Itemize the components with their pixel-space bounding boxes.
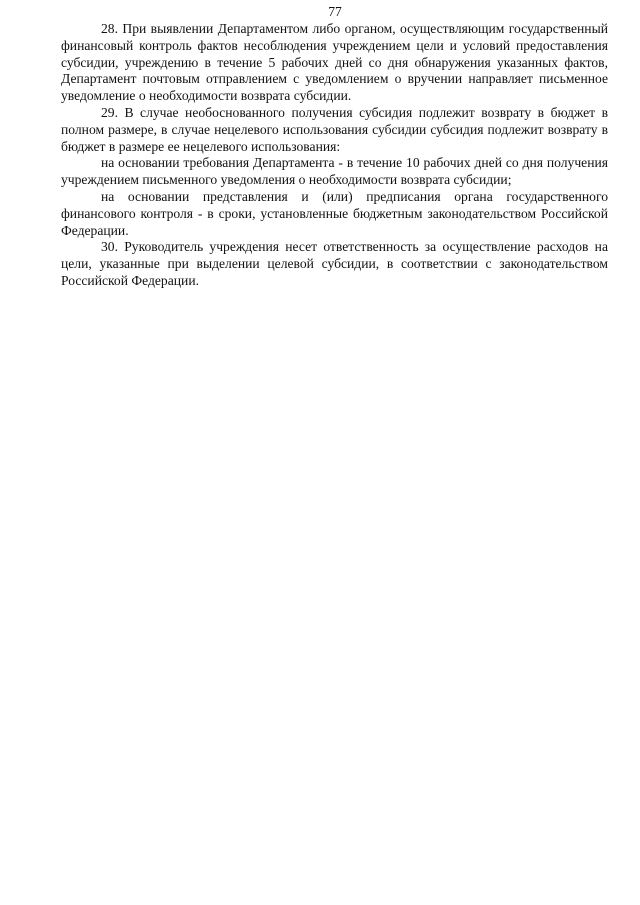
paragraph-30: 30. Руководитель учреждения несет ответственность за осуществление расходов на цели, указанные при выделении целевой субсидии, в соответствии с законодательством Российской Федерации. (61, 239, 608, 288)
page-number: 77 (328, 4, 342, 19)
paragraph-29: 29. В случае необоснованного получения субсидия подлежит возврату в бюджет в полном размере, в случае нецелевого использования субсидии субсидия подлежит возврату в бюджет в размере ее нецелевого использования: (61, 104, 608, 154)
paragraph-28: 28. При выявлении Департаментом либо органом, осуществляющим государственный финансовый контроль фактов несоблюдения учреждением цели и условий предоставления субсидии, учреждению в течение 5 рабочих дней со дня обнаружения указанных фактов, Департамент почтовым отправлением с уведомлением о вручении направляет письменное уведомление о необходимости возврата субсидии. (61, 21, 608, 104)
paragraph-29-item-1: на основании требования Департамента - в течение 10 рабочих дней со дня получения учреждением письменного уведомления о необходимости возврата субсидии; (61, 155, 608, 188)
paragraph-29-item-2: на основании представления и (или) предписания органа государственного финансового контроля - в сроки, установленные бюджетным законодательством Российской Федерации. (61, 188, 608, 238)
document-body (61, 21, 608, 290)
